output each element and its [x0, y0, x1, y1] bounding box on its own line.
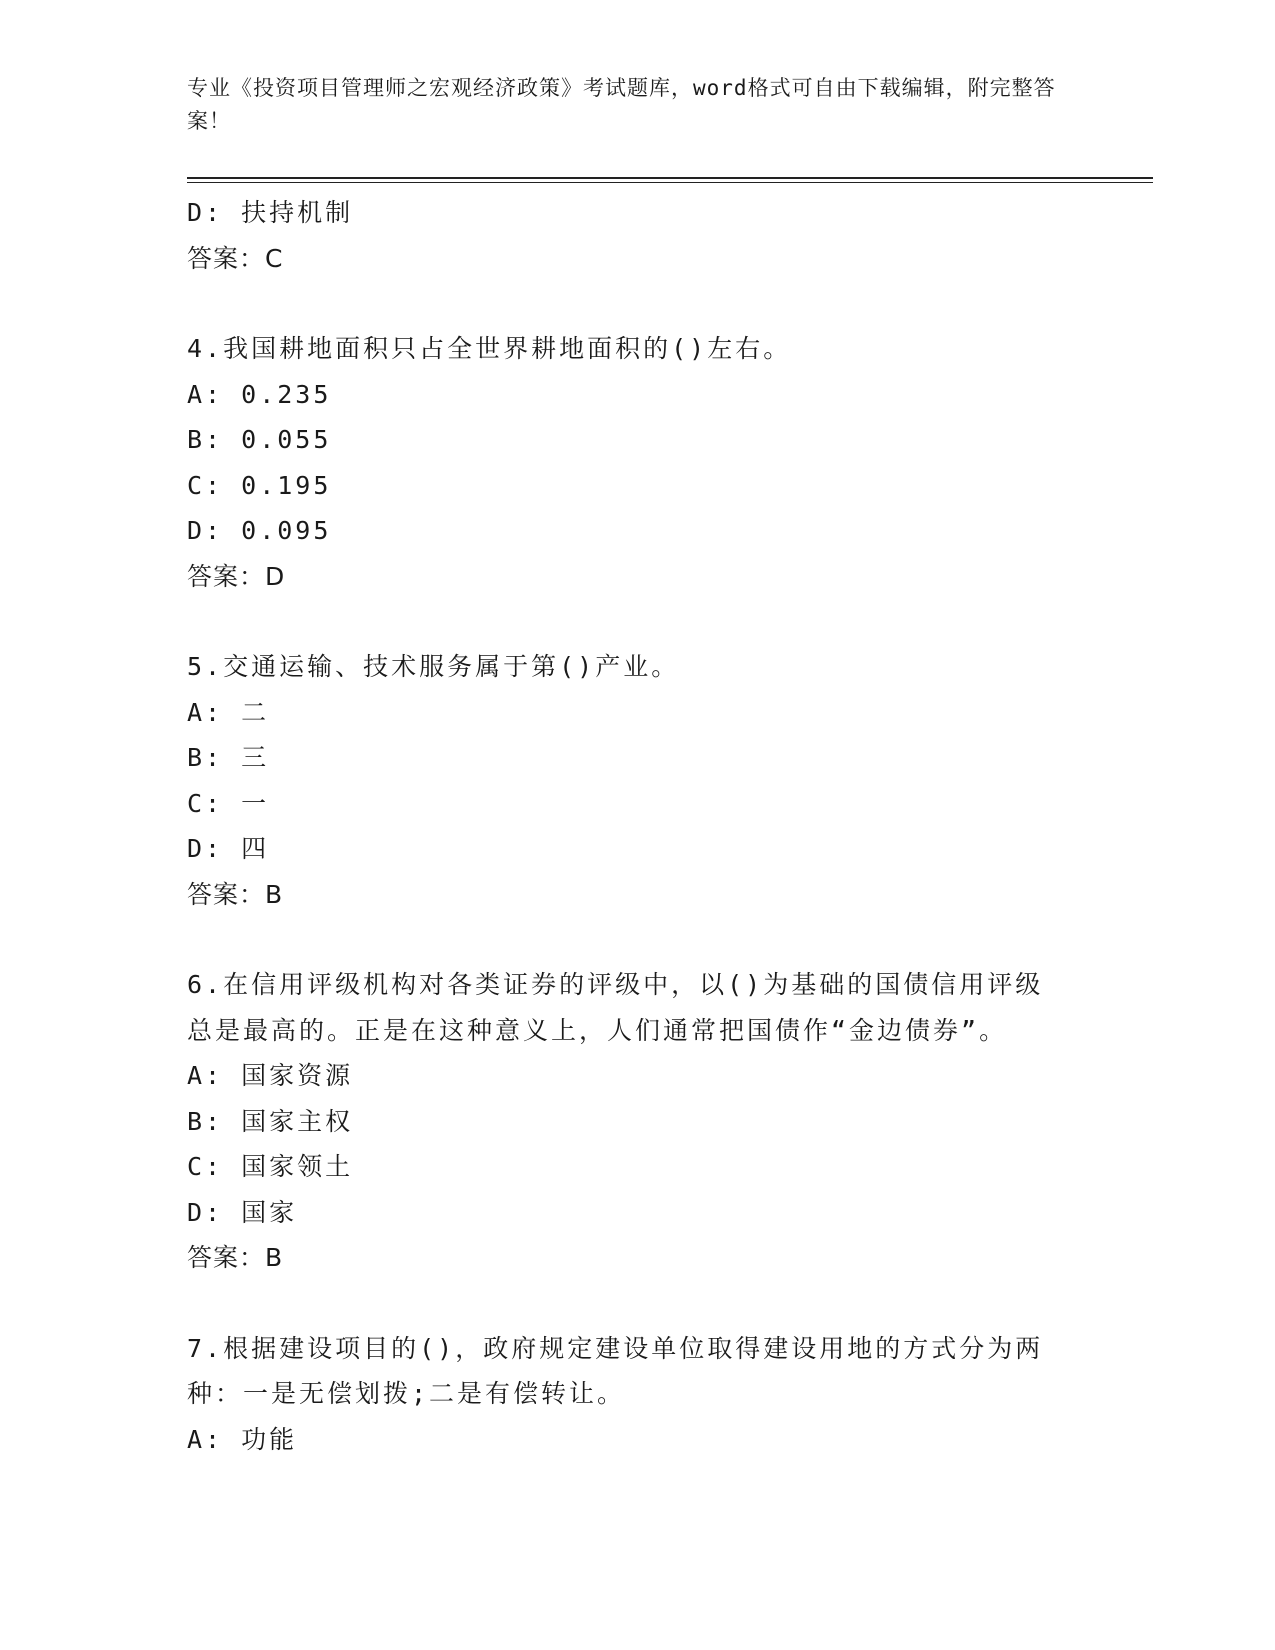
question-list: [187, 190, 1067, 1462]
answer-line: 答案：B: [187, 1243, 284, 1272]
option-b: B: 三: [187, 743, 270, 772]
header-rule-thick: [187, 177, 1153, 179]
option-b: B: 0.055: [187, 425, 332, 454]
option-c: C: 国家领土: [187, 1152, 354, 1181]
option-c: C: 一: [187, 788, 270, 818]
option-a: A: 国家资源: [187, 1061, 354, 1090]
document-header: 专业《投资项目管理师之宏观经济政策》考试题库，word格式可自由下载编辑，附完整答案！: [187, 76, 1056, 133]
question-text: 4.我国耕地面积只占全世界耕地面积的()左右。: [187, 334, 792, 363]
answer-line: 答案：D: [187, 561, 286, 591]
header-rule-thin: [187, 182, 1153, 183]
option-a: A: 0.235: [187, 379, 332, 409]
option-b: B: 国家主权: [187, 1106, 354, 1136]
option-c: C: 0.195: [187, 470, 332, 500]
option-d: D: 四: [187, 834, 270, 863]
question-text: 6.在信用评级机构对各类证券的评级中，以()为基础的国债信用评级总是最高的。正是在这种意义上，人们通常把国债作“金边债券”。: [187, 970, 1044, 1045]
option-a: A: 二: [187, 697, 270, 727]
question-4: [187, 326, 1067, 599]
question-6: [187, 962, 1067, 1281]
answer-line: 答案：C: [187, 243, 284, 273]
answer-line: 答案：B: [187, 879, 284, 909]
question-text: 7.根据建设项目的()，政府规定建设单位取得建设用地的方式分为两种：一是无偿划拨;二是有偿转让。: [187, 1333, 1044, 1408]
option-d: D: 扶持机制: [187, 198, 354, 227]
question-7: [187, 1326, 1067, 1463]
option-d: D: 0.095: [187, 516, 332, 545]
question-text: 5.交通运输、技术服务属于第()产业。: [187, 652, 680, 681]
option-a: A: 功能: [187, 1424, 298, 1454]
question-5: [187, 644, 1067, 917]
option-d: D: 国家: [187, 1197, 298, 1227]
